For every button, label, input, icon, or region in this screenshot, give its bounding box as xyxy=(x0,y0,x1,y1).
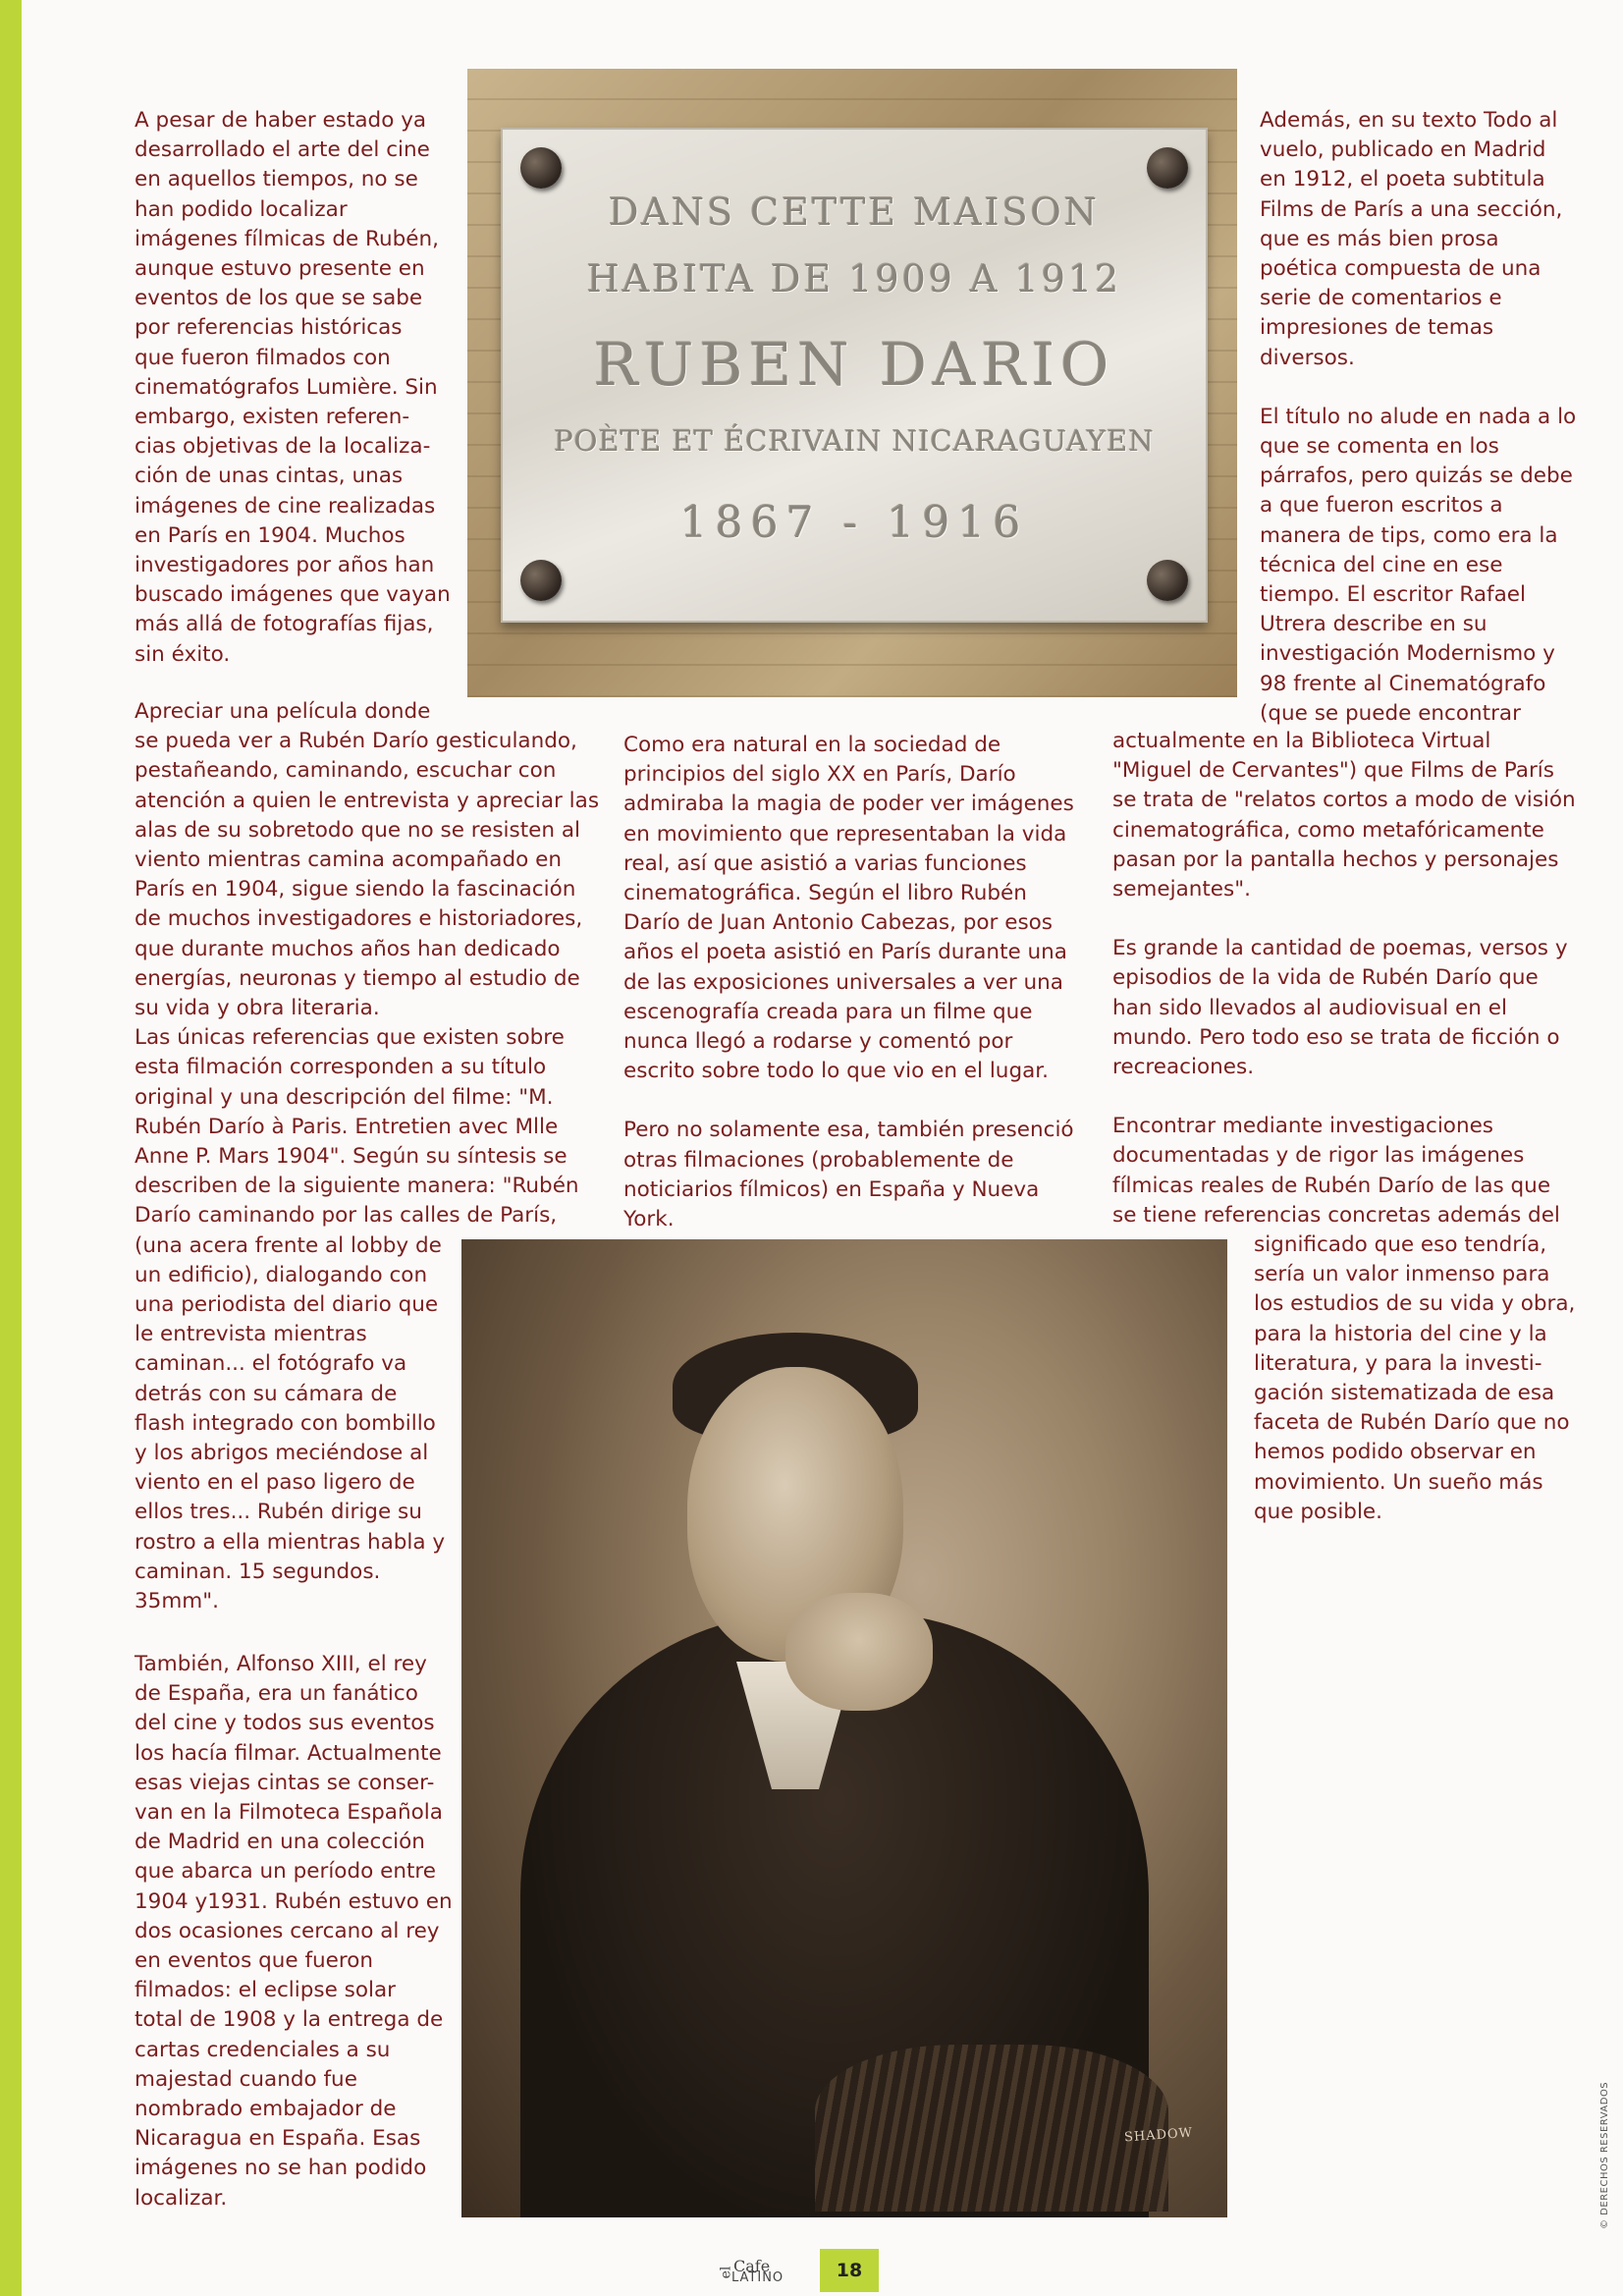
text-line: detrás con su cámara de xyxy=(135,1381,398,1406)
text-line: poética compuesta de una xyxy=(1260,256,1542,282)
text-line: Pero no solamente esa, también presenció xyxy=(623,1118,1074,1143)
bolt-icon xyxy=(520,560,562,601)
text-line: Las únicas referencias que existen sobre xyxy=(135,1025,565,1051)
text-line: eventos de los que se sabe xyxy=(135,286,423,311)
text-line: imágenes no se han podido xyxy=(135,2156,427,2181)
text-line: en París en 1904. Muchos xyxy=(135,522,406,548)
text-line: fílmicas reales de Rubén Darío de las que xyxy=(1112,1173,1551,1198)
text-line: Encontrar mediante investigaciones xyxy=(1112,1114,1493,1139)
text-line: a que fueron escritos a xyxy=(1260,493,1503,519)
text-line: 35mm". xyxy=(135,1589,219,1614)
text-line: Anne P. Mars 1904". Según su síntesis se xyxy=(135,1144,568,1170)
paragraph xyxy=(135,697,606,1616)
bolt-icon xyxy=(520,147,562,189)
text-line: otras filmaciones (probablemente de xyxy=(623,1147,1014,1173)
text-line: escrito sobre todo lo que vio en el lugar. xyxy=(623,1059,1049,1084)
text-line: impresiones de temas xyxy=(1260,315,1494,341)
bolt-icon xyxy=(1147,147,1188,189)
plaque-line-1: DANS CETTE MAISON xyxy=(608,191,1101,234)
text-line: Darío caminando por las calles de París, xyxy=(135,1203,558,1229)
text-line: han sido llevados al audiovisual en el xyxy=(1112,995,1507,1020)
page-number: 18 xyxy=(820,2249,879,2292)
text-line: 1904 y1931. Rubén estuvo en xyxy=(135,1888,453,1914)
text-line: nombrado embajador de xyxy=(135,2097,397,2122)
text-line: filmados: el eclipse solar xyxy=(135,1978,396,2003)
text-line: en aquellos tiempos, no se xyxy=(135,167,418,192)
text-line: serie de comentarios e xyxy=(1260,286,1502,311)
paragraph xyxy=(1112,727,1603,904)
text-line: se tiene referencias concretas además del xyxy=(1112,1202,1560,1228)
plaque-line-5: 1867 - 1916 xyxy=(679,498,1029,548)
text-line: A pesar de haber estado ya xyxy=(135,108,427,133)
text-line: Utrera describe en su xyxy=(1260,612,1488,637)
text-line: de las exposiciones universales a ver una xyxy=(623,969,1063,995)
text-line: manera de tips, como era la xyxy=(1260,522,1558,548)
text-line: recreaciones. xyxy=(1112,1055,1255,1080)
paragraph xyxy=(623,1116,1095,1234)
paragraph xyxy=(1112,1112,1603,1230)
col3-mid-text xyxy=(1112,727,1603,1230)
el-cafe-latino-logo: el Cafe LATINO xyxy=(718,2257,784,2285)
text-line: total de 1908 y la entrega de xyxy=(135,2007,444,2033)
text-line: noticiarios fílmicos) en España y Nueva xyxy=(623,1176,1040,1202)
text-line: van en la Filmoteca Española xyxy=(135,1800,443,1826)
text-line: esta filmación corresponden a su título xyxy=(135,1055,547,1080)
text-line: (una acera frente al lobby de xyxy=(135,1232,442,1258)
text-line: un edificio), dialogando con xyxy=(135,1262,428,1287)
text-line: Además, en su texto Todo al xyxy=(1260,108,1558,133)
text-line: diversos. xyxy=(1260,345,1355,370)
text-line: imágenes de cine realizadas xyxy=(135,493,436,519)
text-line: que posible. xyxy=(1254,1499,1382,1524)
text-line: describen de la siguiente manera: "Rubén xyxy=(135,1174,579,1199)
text-line: han podido localizar xyxy=(135,196,348,222)
text-line: en movimiento que representaban la vida xyxy=(623,821,1067,847)
text-line: en eventos que fueron xyxy=(135,1948,374,1974)
text-line: 98 frente al Cinematógrafo xyxy=(1260,671,1546,696)
text-line: Como era natural en la sociedad de xyxy=(623,733,1001,757)
text-line: del cine y todos sus eventos xyxy=(135,1711,435,1736)
text-line: buscado imágenes que vayan xyxy=(135,582,451,608)
text-line: Nicaragua en España. Esas xyxy=(135,2126,421,2152)
col3-top-text xyxy=(1260,106,1598,729)
plaque-line-4: POÈTE ET ÉCRIVAIN NICARAGUAYEN xyxy=(554,424,1155,458)
text-line: documentadas y de rigor las imágenes xyxy=(1112,1143,1525,1169)
text-line: real, así que asistió a varias funciones xyxy=(623,850,1027,876)
plaque-line-2: HABITA DE 1909 A 1912 xyxy=(586,257,1122,301)
text-line: su vida y obra literaria. xyxy=(135,996,380,1021)
text-line: (que se puede encontrar xyxy=(1260,700,1521,726)
text-line: embargo, existen referen- xyxy=(135,405,410,430)
text-line: principios del siglo XX en París, Darío xyxy=(623,762,1016,788)
text-line: nunca llegó a rodarse y comentó por xyxy=(623,1029,1013,1055)
portrait-hand xyxy=(785,1593,933,1711)
text-line: que se comenta en los xyxy=(1260,434,1499,460)
text-line: aunque estuvo presente en xyxy=(135,256,425,282)
text-line: Apreciar una película donde xyxy=(135,699,431,724)
text-line: se trata de "relatos cortos a modo de visión xyxy=(1112,788,1576,813)
text-line: vuelo, publicado en Madrid xyxy=(1260,137,1546,163)
text-line: escenografía creada para un filme que xyxy=(623,999,1033,1024)
text-line: para la historia del cine y la xyxy=(1254,1321,1547,1346)
text-line: de España, era un fanático xyxy=(135,1681,418,1707)
paragraph xyxy=(135,1650,459,2214)
text-line: admiraba la magia de poder ver imágenes xyxy=(623,792,1074,817)
plaque-photo xyxy=(467,69,1237,697)
text-line: ción de unas cintas, unas xyxy=(135,464,404,489)
text-line: gación sistematizada de esa xyxy=(1254,1381,1555,1406)
text-line: majestad cuando fue xyxy=(135,2066,357,2092)
text-line: faceta de Rubén Darío que no xyxy=(1254,1410,1570,1436)
text-line: que durante muchos años han dedicado xyxy=(135,936,561,961)
text-line: "Miguel de Cervantes") que Films de París xyxy=(1112,758,1554,784)
paragraph xyxy=(1254,1230,1607,1527)
portrait-chair xyxy=(815,2045,1168,2212)
text-line: que fueron filmados con xyxy=(135,345,391,370)
photographer-signature: SHADOW xyxy=(1123,2125,1194,2146)
bolt-icon xyxy=(1147,560,1188,601)
plaque-line-3: RUBEN DARIO xyxy=(593,331,1115,400)
text-line: le entrevista mientras xyxy=(135,1322,367,1347)
text-line: imágenes fílmicas de Rubén, xyxy=(135,226,439,251)
text-line: actualmente en la Biblioteca Virtual xyxy=(1112,729,1491,753)
text-line: caminan... el fotógrafo va xyxy=(135,1351,407,1377)
col3-bottom-text xyxy=(1254,1230,1607,1527)
text-line: Films de París a una sección, xyxy=(1260,196,1563,222)
text-line: en 1912, el poeta subtitula xyxy=(1260,167,1545,192)
text-line: una periodista del diario que xyxy=(135,1292,439,1318)
text-line: cinematógrafos Lumière. Sin xyxy=(135,374,438,400)
text-line: atención a quien le entrevista y apreciar las xyxy=(135,788,600,813)
text-line: que abarca un período entre xyxy=(135,1859,436,1885)
paragraph xyxy=(135,106,468,670)
text-line: También, Alfonso XIII, el rey xyxy=(135,1652,427,1676)
marble-plaque xyxy=(501,128,1208,623)
col1-top-text xyxy=(135,106,468,670)
text-line: se pueda ver a Rubén Darío gesticulando, xyxy=(135,729,577,754)
paragraph xyxy=(1260,403,1598,729)
text-line: caminan. 15 segundos. xyxy=(135,1558,381,1584)
text-line: episodios de la vida de Rubén Darío que xyxy=(1112,965,1539,991)
text-line: hemos podido observar en xyxy=(1254,1440,1537,1465)
paragraph xyxy=(1112,934,1603,1082)
text-line: de Madrid en una colección xyxy=(135,1830,425,1855)
text-line: investigadores por años han xyxy=(135,553,435,578)
text-line: movimiento. Un sueño más xyxy=(1254,1469,1543,1495)
text-line: años el poeta asistió en París durante una xyxy=(623,940,1067,965)
text-line: y los abrigos meciéndose al xyxy=(135,1441,429,1466)
green-edge-bar xyxy=(0,0,22,2296)
text-line: párrafos, pero quizás se debe xyxy=(1260,464,1573,489)
text-line: los estudios de su vida y obra, xyxy=(1254,1291,1576,1317)
text-line: tiempo. El escritor Rafael xyxy=(1260,582,1526,608)
col1-mid-text xyxy=(135,697,606,1616)
text-line: significado que eso tendría, xyxy=(1254,1232,1547,1257)
text-line: que es más bien prosa xyxy=(1260,226,1499,251)
copyright-notice: © DERECHOS RESERVADOS xyxy=(1599,2081,1610,2229)
text-line: por referencias históricas xyxy=(135,315,403,341)
text-line: flash integrado con bombillo xyxy=(135,1410,436,1436)
text-line: más allá de fotografías fijas, xyxy=(135,612,434,637)
text-line: Rubén Darío à Paris. Entretien avec Mlle xyxy=(135,1114,559,1139)
text-line: York. xyxy=(623,1207,675,1232)
paragraph xyxy=(1260,106,1598,373)
text-line: los hacía filmar. Actualmente xyxy=(135,1740,442,1766)
text-line: dos ocasiones cercano al rey xyxy=(135,1918,440,1943)
paragraph xyxy=(623,731,1095,1086)
text-line: desarrollado el arte del cine xyxy=(135,137,430,163)
text-line: cinematográfica, como metafóricamente xyxy=(1112,817,1544,843)
text-line: localizar. xyxy=(135,2185,228,2211)
text-line: sin éxito. xyxy=(135,641,231,667)
text-line: energías, neuronas y tiempo al estudio de xyxy=(135,965,580,991)
text-line: rostro a ella mientras habla y xyxy=(135,1529,446,1555)
text-line: cinematográfica. Según el libro Rubén xyxy=(623,881,1027,906)
text-line: viento en el paso ligero de xyxy=(135,1470,415,1496)
text-line: investigación Modernismo y xyxy=(1260,641,1555,667)
col1-bottom-text xyxy=(135,1650,459,2214)
text-line: sería un valor inmenso para xyxy=(1254,1262,1550,1287)
text-line: esas viejas cintas se conser- xyxy=(135,1770,435,1795)
text-line: técnica del cine en ese xyxy=(1260,552,1503,577)
text-line: semejantes". xyxy=(1112,877,1251,902)
text-line: pasan por la pantalla hechos y personajes xyxy=(1112,847,1559,872)
text-line: pestañeando, caminando, escuchar con xyxy=(135,758,557,784)
text-line: de muchos investigadores e historiadores, xyxy=(135,906,583,932)
text-line: mundo. Pero todo eso se trata de ficción o xyxy=(1112,1024,1560,1050)
text-line: El título no alude en nada a lo xyxy=(1260,404,1577,429)
text-line: Es grande la cantidad de poemas, versos y xyxy=(1112,936,1568,961)
text-line: cias objetivas de la localiza- xyxy=(135,434,431,460)
text-line: Darío de Juan Antonio Cabezas, por esos xyxy=(623,910,1054,936)
text-line: alas de su sobretodo que no se resisten al xyxy=(135,817,580,843)
text-line: literatura, y para la investi- xyxy=(1254,1350,1542,1376)
text-line: viento mientras camina acompañado en xyxy=(135,847,562,873)
text-line: cartas credenciales a su xyxy=(135,2037,391,2062)
text-line: original y una descripción del filme: "M. xyxy=(135,1084,554,1110)
text-line: París en 1904, sigue siendo la fascinación xyxy=(135,877,576,902)
col2-text xyxy=(623,731,1095,1234)
text-line: ellos tres... Rubén dirige su xyxy=(135,1500,422,1525)
